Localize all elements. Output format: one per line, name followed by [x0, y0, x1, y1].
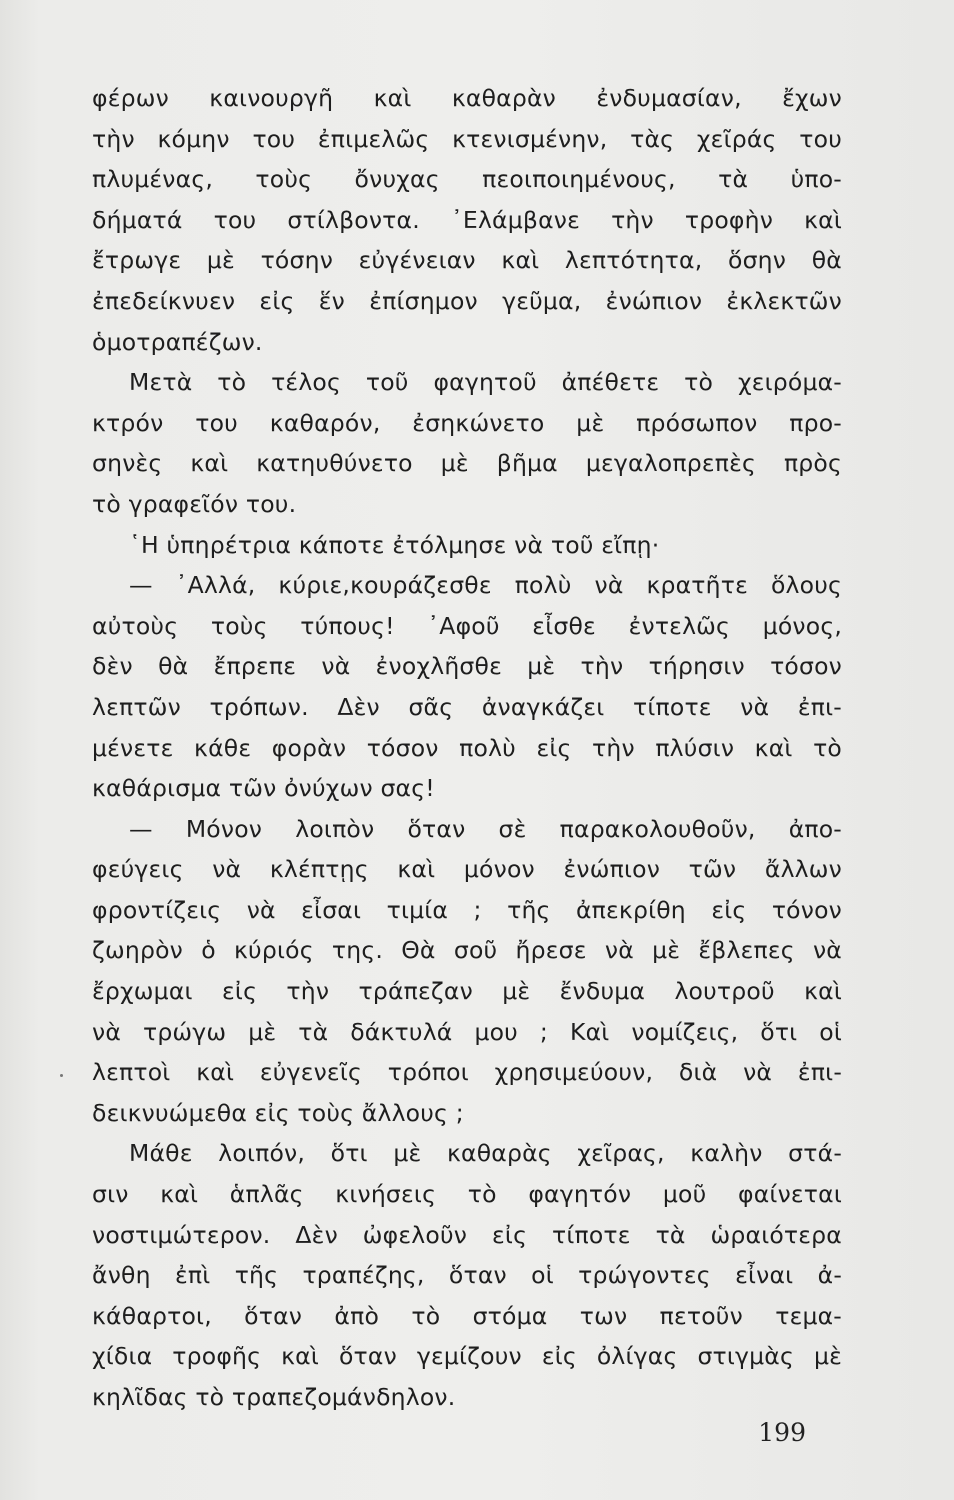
- text-line: Μετὰ τὸ τέλος τοῦ φαγητοῦ ἀπέθετε τὸ χειρόμα-: [129, 368, 842, 397]
- body-text: [92, 78, 842, 1418]
- text-line: μένετε κάθε φορὰν τόσον πολὺ εἰς τὴν πλύσιν καὶ τὸ: [92, 733, 842, 762]
- text-line: νοστιμώτερον. Δὲν ὠφελοῦν εἰς τίποτε τὰ ὡραιότερα: [92, 1220, 842, 1249]
- page-number: 199: [758, 1418, 806, 1447]
- text-line: λεπτοὶ καὶ εὐγενεῖς τρόποι χρησιμεύουν, διὰ νὰ ἐπι-: [92, 1058, 842, 1087]
- text-line: — ᾿Αλλά, κύριε,κουράζεσθε πολὺ νὰ κρατῆτε ὅλους: [129, 571, 842, 600]
- text-line: ἔρχωμαι εἰς τὴν τράπεζαν μὲ ἔνδυμα λουτροῦ καὶ: [92, 977, 842, 1006]
- text-line: ἄνθη ἐπὶ τῆς τραπέζης, ὅταν οἱ τρώγοντες εἶναι ἀ-: [92, 1261, 842, 1290]
- text-line: κτρόν του καθαρόν, ἐσηκώνετο μὲ πρόσωπον προ-: [92, 408, 842, 437]
- text-line: νὰ τρώγω μὲ τὰ δάκτυλά μου ; Καὶ νομίζεις, ὅτι οἱ: [92, 1017, 842, 1046]
- ink-speck: [60, 1074, 63, 1077]
- text-line: φέρων καινουργῆ καὶ καθαρὰν ἐνδυμασίαν, ἔχων: [92, 84, 842, 112]
- text-line: κηλῖδας τὸ τραπεζομάνδηλον.: [92, 1383, 456, 1411]
- text-line: — Μόνον λοιπὸν ὅταν σὲ παρακολουθοῦν, ἀπο-: [129, 814, 842, 843]
- text-line: σιν καὶ ἁπλᾶς κινήσεις τὸ φαγητόν μοῦ φαίνεται: [92, 1180, 842, 1209]
- text-line: πλυμένας, τοὺς ὄνυχας πεοιποιημένους, τὰ ὑπο-: [92, 165, 842, 194]
- text-line: ῾Η ὑπηρέτρια κάποτε ἐτόλμησε νὰ τοῦ εἴπῃ·: [129, 530, 660, 559]
- text-line: ὁμοτραπέζων.: [92, 327, 263, 356]
- text-line: τὴν κόμην του ἐπιμελῶς κτενισμένην, τὰς χεῖράς του: [92, 124, 842, 153]
- text-line: χίδια τροφῆς καὶ ὅταν γεμίζουν εἰς ὀλίγας στιγμὰς μὲ: [92, 1342, 842, 1371]
- text-line: λεπτῶν τρόπων. Δὲν σᾶς ἀναγκάζει τίποτε νὰ ἐπι-: [92, 692, 842, 721]
- text-line: ἐπεδείκνυεν εἰς ἕν ἐπίσημον γεῦμα, ἐνώπιον ἐκλεκτῶν: [92, 286, 842, 315]
- text-line: τὸ γραφεῖόν του.: [92, 489, 297, 518]
- text-line: δεικνυώμεθα εἰς τοὺς ἄλλους ;: [92, 1098, 464, 1127]
- text-line: Μάθε λοιπόν, ὅτι μὲ καθαρὰς χεῖρας, καλὴν στά-: [129, 1139, 842, 1168]
- text-line: καθάρισμα τῶν ὀνύχων σας!: [92, 774, 435, 803]
- text-line: αὐτοὺς τοὺς τύπους! ᾿Αφοῦ εἶσθε ἐντελῶς μόνος,: [92, 611, 842, 640]
- text-line: δὲν θὰ ἔπρεπε νὰ ἐνοχλῆσθε μὲ τὴν τήρησιν τόσον: [92, 652, 842, 681]
- text-line: δήματά του στίλβοντα. ᾿Ελάμβανε τὴν τροφὴν καὶ: [92, 205, 842, 234]
- text-line: σηνὲς καὶ κατηυθύνετο μὲ βῆμα μεγαλοπρεπὲς πρὸς: [92, 449, 842, 478]
- text-line: κάθαρτοι, ὅταν ἀπὸ τὸ στόμα των πετοῦν τεμα-: [92, 1301, 842, 1330]
- text-line: ζωηρὸν ὁ κύριός της. Θὰ σοῦ ἤρεσε νὰ μὲ ἔβλεπες νὰ: [92, 936, 842, 965]
- text-line: φροντίζεις νὰ εἶσαι τιμία ; τῆς ἀπεκρίθη εἰς τόνον: [92, 895, 842, 924]
- text-line: φεύγεις νὰ κλέπτῃς καὶ μόνον ἐνώπιον τῶν ἄλλων: [92, 855, 842, 884]
- text-line: ἔτρωγε μὲ τόσην εὐγένειαν καὶ λεπτότητα, ὅσην θὰ: [92, 246, 842, 275]
